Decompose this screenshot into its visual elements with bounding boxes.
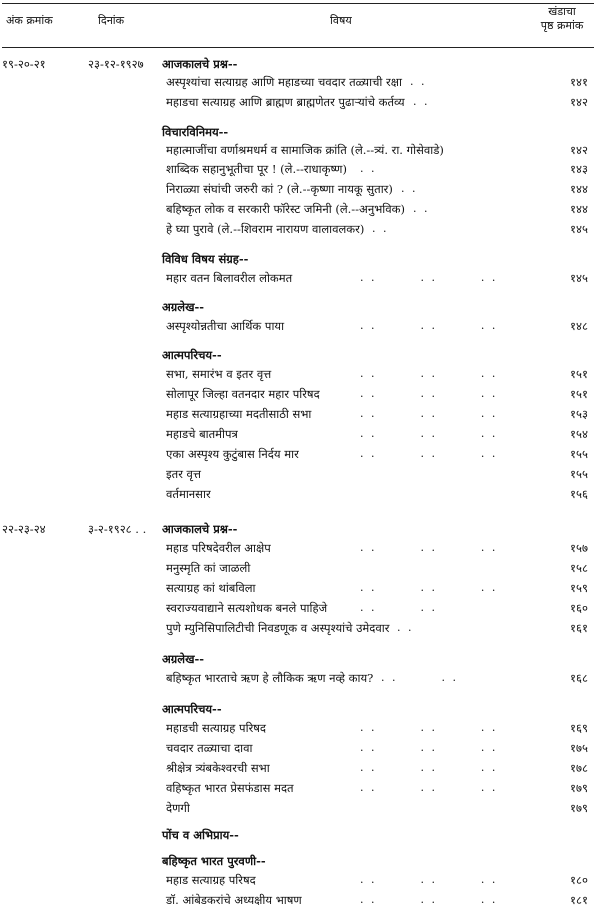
entry-page-number: १५६ xyxy=(570,487,588,501)
leader-dots: . . xyxy=(413,95,430,108)
leader-dots: . . xyxy=(372,222,389,235)
toc-entry xyxy=(0,560,600,576)
toc-entry xyxy=(0,426,600,442)
toc-entry xyxy=(0,620,600,636)
toc-entry xyxy=(0,600,600,616)
section-heading: पोंच व अभिप्राय-- xyxy=(162,828,239,842)
section-heading: आजकालचे प्रश्न-- xyxy=(162,57,238,71)
section-heading: विविध विषय संग्रह-- xyxy=(162,252,249,266)
leader-dots: . . . . . . xyxy=(360,893,498,906)
entry-title: शाब्दिक सहानुभूतीचा पूर ! (ले.--राधाकृष्ण) xyxy=(166,162,347,176)
entry-page-number: १४३ xyxy=(570,162,588,176)
leader-dots: . . . . . . xyxy=(360,541,498,554)
entry-page-number: १४४ xyxy=(570,182,588,196)
toc-entry xyxy=(0,892,600,908)
entry-page-number: १५९ xyxy=(570,581,588,595)
entry-title: देणगी xyxy=(166,801,190,815)
entry-title: हे घ्या पुरावे (ले.--शिवराम नारायण वालावलकर) xyxy=(166,222,365,236)
entry-title: स्वराज्यवाद्याने सत्यशोधक बनले पाहिजे xyxy=(166,601,328,615)
toc-entry xyxy=(0,486,600,502)
toc-entry xyxy=(0,872,600,888)
toc-entry xyxy=(0,406,600,422)
leader-dots: . . . . . . xyxy=(360,873,498,886)
toc-entry xyxy=(0,318,600,334)
top-rule xyxy=(2,3,594,4)
leader-dots: . . xyxy=(397,621,414,634)
entry-page-number: १४५ xyxy=(570,222,588,236)
issue-number: २२-२३-२४ xyxy=(2,522,46,536)
section-row xyxy=(0,853,600,869)
section-row xyxy=(0,56,600,72)
leader-dots: . . xyxy=(413,202,430,215)
section-row xyxy=(0,521,600,537)
entry-page-number: १५५ xyxy=(570,467,588,481)
leader-dots: . . xyxy=(360,162,377,175)
section-row xyxy=(0,701,600,717)
entry-title: बहिष्कृत भारताचे ऋण हे लौकिक ऋण नव्हे काय? xyxy=(166,671,374,685)
entry-page-number: १५७ xyxy=(570,541,588,555)
section-row xyxy=(0,251,600,267)
entry-title: अस्पृश्यांचा सत्याग्रह आणि महाडच्या चवदार तळ्याची रक्षा xyxy=(166,75,402,89)
toc-entry xyxy=(0,386,600,402)
entry-title: डॉ. आंबेडकरांचे अध्यक्षीय भाषण xyxy=(166,893,302,907)
entry-title: महाडची सत्याग्रह परिषद xyxy=(166,721,267,735)
entry-title: महाडचा सत्याग्रह आणि ब्राह्मण ब्राह्मणेतर पुढाऱ्यांचे कर्तव्य xyxy=(166,95,405,109)
entry-title: महाडचे बातमीपत्र xyxy=(166,427,238,441)
toc-entry xyxy=(0,142,600,158)
entry-page-number: १५५ xyxy=(570,447,588,461)
header-issue-number: अंक क्रमांक xyxy=(6,14,53,27)
entry-title: मनुस्मृति कां जाळली xyxy=(166,561,251,575)
entry-page-number: १६० xyxy=(570,601,588,615)
entry-page-number: १४१ xyxy=(570,75,588,89)
entry-title: इतर वृत्त xyxy=(166,467,201,481)
toc-entry xyxy=(0,221,600,237)
issue-date: ३-२-१९२८ . . xyxy=(88,522,147,536)
section-row xyxy=(0,299,600,315)
toc-entry xyxy=(0,466,600,482)
section-heading: अग्रलेख-- xyxy=(162,300,205,314)
entry-page-number: १४२ xyxy=(570,95,588,109)
header-page-number: खंडाचा पृष्ठ क्रमांक xyxy=(540,5,584,32)
toc-entry xyxy=(0,94,600,110)
entry-page-number: १४८ xyxy=(570,319,588,333)
entry-title: एका अस्पृश्य कुटुंबास निर्दय मार xyxy=(166,447,299,461)
entry-title: श्रीक्षेत्र त्र्यंबकेश्वरची सभा xyxy=(166,761,270,775)
header-date: दिनांक xyxy=(98,14,125,27)
section-heading: बहिष्कृत भारत पुरवणी-- xyxy=(162,854,266,868)
section-row xyxy=(0,651,600,667)
section-heading: आत्मपरिचय-- xyxy=(162,348,222,362)
toc-entry xyxy=(0,800,600,816)
leader-dots: . . . . . . xyxy=(360,387,498,400)
entry-title: अस्पृश्योन्नतीचा आर्थिक पाया xyxy=(166,319,285,333)
leader-dots: . . . . . . xyxy=(360,581,498,594)
section-heading: आत्मपरिचय-- xyxy=(162,702,222,716)
entry-page-number: १५४ xyxy=(570,427,588,441)
entry-title: महाड सत्याग्रह परिषद xyxy=(166,873,256,887)
entry-title: निराळ्या संघांची जरुरी कां ? (ले.--कृष्णा नायकू सुतार) xyxy=(166,182,393,196)
entry-page-number: १७९ xyxy=(570,781,588,795)
toc-entry xyxy=(0,720,600,736)
entry-title: बहिष्कृत लोक व सरकारी फॉरेस्ट जमिनी (ले.--अनुभविक) xyxy=(166,202,405,216)
toc-entry xyxy=(0,760,600,776)
entry-page-number: १४२ xyxy=(570,143,588,157)
toc-entry xyxy=(0,540,600,556)
entry-title: वहिष्कृत भारत प्रेसफंडास मदत xyxy=(166,781,294,795)
entry-title: वर्तमानसार xyxy=(166,487,211,501)
header-rule xyxy=(2,47,594,48)
leader-dots: . . xyxy=(410,75,427,88)
toc-entry xyxy=(0,780,600,796)
leader-dots: . . . . . . xyxy=(360,319,498,332)
section-heading: अग्रलेख-- xyxy=(162,652,205,666)
header-subject: विषय xyxy=(330,14,352,27)
entry-page-number: १५८ xyxy=(570,561,588,575)
section-heading: आजकालचे प्रश्न-- xyxy=(162,522,238,536)
entry-page-number: १४५ xyxy=(570,271,588,285)
leader-dots: . . . . xyxy=(360,601,437,614)
leader-dots: . . . . . . xyxy=(360,427,498,440)
toc-entry xyxy=(0,366,600,382)
entry-title: सोलापूर जिल्हा वतनदार महार परिषद xyxy=(166,387,320,401)
entry-page-number: १५३ xyxy=(570,407,588,421)
entry-title: महार वतन बिलावरील लोकमत xyxy=(166,271,293,285)
entry-title: सत्याग्रह कां थांबविला xyxy=(166,581,256,595)
entry-page-number: १७८ xyxy=(570,761,588,775)
section-row xyxy=(0,347,600,363)
entry-title: चवदार तळ्याचा दावा xyxy=(166,741,253,755)
entry-page-number: १६८ xyxy=(570,671,588,685)
entry-title: महाड सत्याग्रहाच्या मदतीसाठी सभा xyxy=(166,407,312,421)
entry-page-number: १५१ xyxy=(570,367,588,381)
leader-dots: . . . . xyxy=(381,671,458,684)
section-row xyxy=(0,124,600,140)
entry-page-number: १८० xyxy=(570,873,588,887)
leader-dots: . . . . . . xyxy=(360,407,498,420)
toc-entry xyxy=(0,270,600,286)
entry-page-number: १६९ xyxy=(570,721,588,735)
entry-page-number: १८१ xyxy=(570,893,588,907)
toc-entry xyxy=(0,446,600,462)
entry-page-number: १६१ xyxy=(570,621,588,635)
leader-dots: . . . . . . xyxy=(360,781,498,794)
entry-page-number: १४४ xyxy=(570,202,588,216)
leader-dots: . . . . . . xyxy=(360,761,498,774)
toc-entry xyxy=(0,181,600,197)
leader-dots: . . . . . . xyxy=(360,447,498,460)
toc-entry xyxy=(0,740,600,756)
leader-dots: . . . . . . xyxy=(360,721,498,734)
issue-date: २३-१२-१९२७ xyxy=(88,57,144,71)
entry-title: सभा, समारंभ व इतर वृत्त xyxy=(166,367,272,381)
toc-entry xyxy=(0,580,600,596)
toc-entry xyxy=(0,74,600,90)
entry-title: महाड परिषदेवरील आक्षेप xyxy=(166,541,271,555)
toc-entry xyxy=(0,201,600,217)
leader-dots: . . . . . . xyxy=(360,741,498,754)
toc-entry xyxy=(0,670,600,686)
entry-title: महात्माजींचा वर्णाश्रमधर्म व सामाजिक क्रांति (ले.--त्र्यं. रा. गोसेवाडे) xyxy=(166,143,444,157)
leader-dots: . . xyxy=(401,182,418,195)
entry-page-number: १७९ xyxy=(570,801,588,815)
issue-number: १९-२०-२१ xyxy=(2,57,46,71)
section-heading: विचारविनिमय-- xyxy=(162,125,229,139)
toc-entry xyxy=(0,161,600,177)
leader-dots: . . . . . . xyxy=(360,271,498,284)
leader-dots: . . . . . . xyxy=(360,367,498,380)
entry-page-number: १७५ xyxy=(570,741,588,755)
entry-title: पुणे म्युनिसिपालिटीची निवडणूक व अस्पृश्यांचे उमेदवार xyxy=(166,621,390,635)
entry-page-number: १५१ xyxy=(570,387,588,401)
section-row xyxy=(0,827,600,843)
